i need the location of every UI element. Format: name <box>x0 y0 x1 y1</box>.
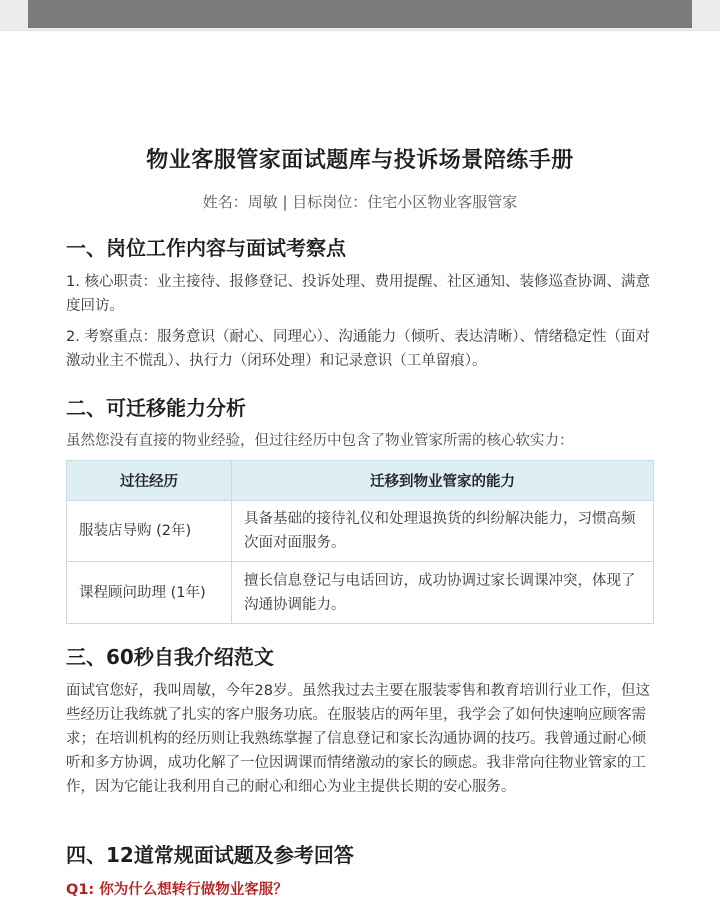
section1-item-1: 1. 核心职责：业主接待、报修登记、投诉处理、费用提醒、社区通知、装修巡查协调、满意度回访。 <box>66 274 650 314</box>
table-cell-ability: 具备基础的接待礼仪和处理退换货的纠纷解决能力，习惯高频次面对面服务。 <box>232 501 654 562</box>
section4-heading: 四、12道常规面试题及参考回答 <box>66 843 354 867</box>
table-header-row <box>67 461 654 501</box>
table-header-experience: 过往经历 <box>67 461 232 501</box>
table-cell-experience: 服装店导购 (2年) <box>67 501 232 562</box>
top-bar-divider <box>0 30 720 31</box>
section3-heading: 三、60秒自我介绍范文 <box>66 645 274 669</box>
document-title: 物业客服管家面试题库与投诉场景陪练手册 <box>146 148 574 173</box>
table-row <box>67 562 654 624</box>
table-row <box>67 501 654 562</box>
self-intro-body: 面试官您好，我叫周敏，今年28岁。虽然我过去主要在服装零售和教育培训行业工作，但这些经历让我练就了扎实的客户服务功底。在服装店的两年里，我学会了如何快速响应顾客需求；在培训机构的经历则让我熟练掌握了信息登记和家长沟通协调的技巧。我曾通过耐心倾听和多方协调，成功化解了一位因调课而情绪激动的家长的顾虑。我非常向往物业管家的工作，因为它能让我利用自己的耐心和细心为业主提供长期的安心服务。 <box>66 683 650 795</box>
document-subtitle: 姓名：周敏 | 目标岗位：住宅小区物业客服管家 <box>202 193 518 211</box>
table-cell-ability: 擅长信息登记与电话回访，成功协调过家长调课冲突，体现了沟通协调能力。 <box>232 562 654 624</box>
table-header-ability: 迁移到物业管家的能力 <box>232 461 654 501</box>
section1-item-2: 2. 考察重点：服务意识（耐心、同理心）、沟通能力（倾听、表达清晰）、情绪稳定性（面对激动业主不慌乱）、执行力（闭环处理）和记录意识（工单留痕）。 <box>66 329 650 369</box>
table-cell-experience: 课程顾问助理 (1年) <box>67 562 232 624</box>
question-1: Q1: 你为什么想转行做物业客服？ <box>66 882 288 898</box>
experience-table <box>66 460 654 624</box>
top-bar <box>0 0 720 30</box>
section2-heading: 二、可迁移能力分析 <box>66 396 246 420</box>
top-bar-band <box>28 0 692 28</box>
section2-intro: 虽然您没有直接的物业经验，但过往经历中包含了物业管家所需的核心软实力： <box>66 433 574 449</box>
section1-heading: 一、岗位工作内容与面试考察点 <box>66 236 346 260</box>
